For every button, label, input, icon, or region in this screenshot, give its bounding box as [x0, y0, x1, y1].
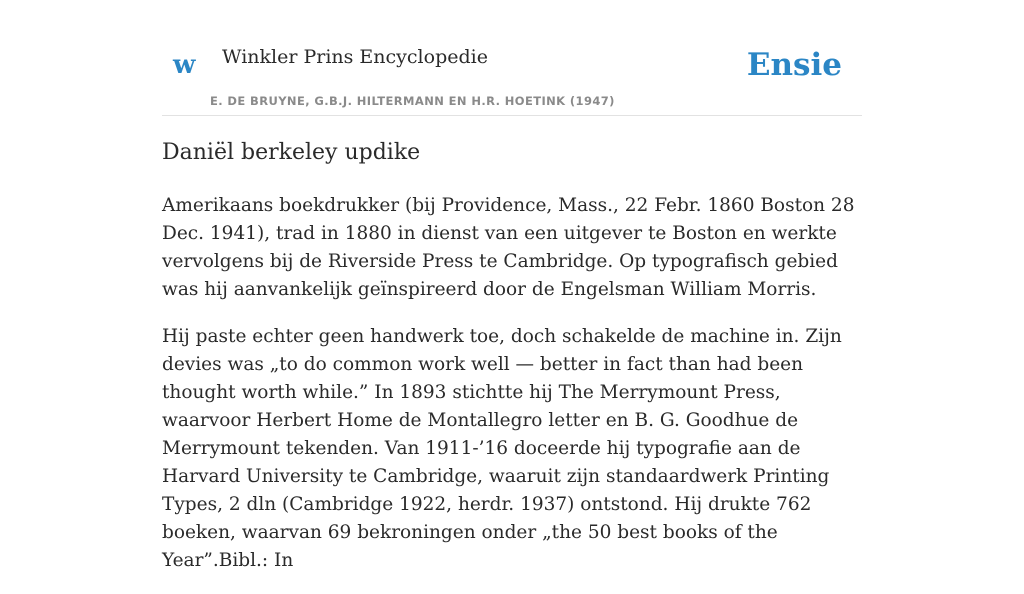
source-authors: E. DE BRUYNE, G.B.J. HILTERMANN EN H.R. HOETINK (1947) — [210, 94, 615, 108]
article-paragraph: Amerikaans boekdrukker (bij Providence, Mass., 22 Febr. 1860 Boston 28 Dec. 1941), trad in 1880 in dienst van een uitgever te Boston en werkte vervolgens bij de Riverside Press te Cambridge. Op typografisch gebied was hij aanvankelijk geïnspireerd door de Engelsman William Morris. — [162, 195, 855, 300]
article-title: Daniël berkeley updike — [162, 140, 421, 165]
article-paragraph: Hij paste echter geen handwerk toe, doch schakelde de machine in. Zijn devies was „to do common work well — better in fact than had been thought worth while.” In 1893 stichtte hij The Merrymount Press, waarvoor Herbert Home de Montallegro letter en B. G. Goodhue de Merrymount tekenden. Van 1911-’16 doceerde hij typografie aan de Harvard University te Cambridge, waaruit zijn standaardwerk Printing Types, 2 dln (Cambridge 1922, herdr. 1937) ontstond. Hij drukte 762 boeken, waarvan 69 bekroningen onder „the 50 best books of the Year”.Bibl.: In — [162, 326, 842, 571]
source-header — [162, 0, 862, 116]
source-title[interactable]: Winkler Prins Encyclopedie — [222, 46, 488, 68]
winkler-prins-logo-icon[interactable]: w — [173, 50, 196, 80]
ensie-logo[interactable]: Ensie — [746, 47, 842, 83]
article-body — [162, 192, 866, 594]
